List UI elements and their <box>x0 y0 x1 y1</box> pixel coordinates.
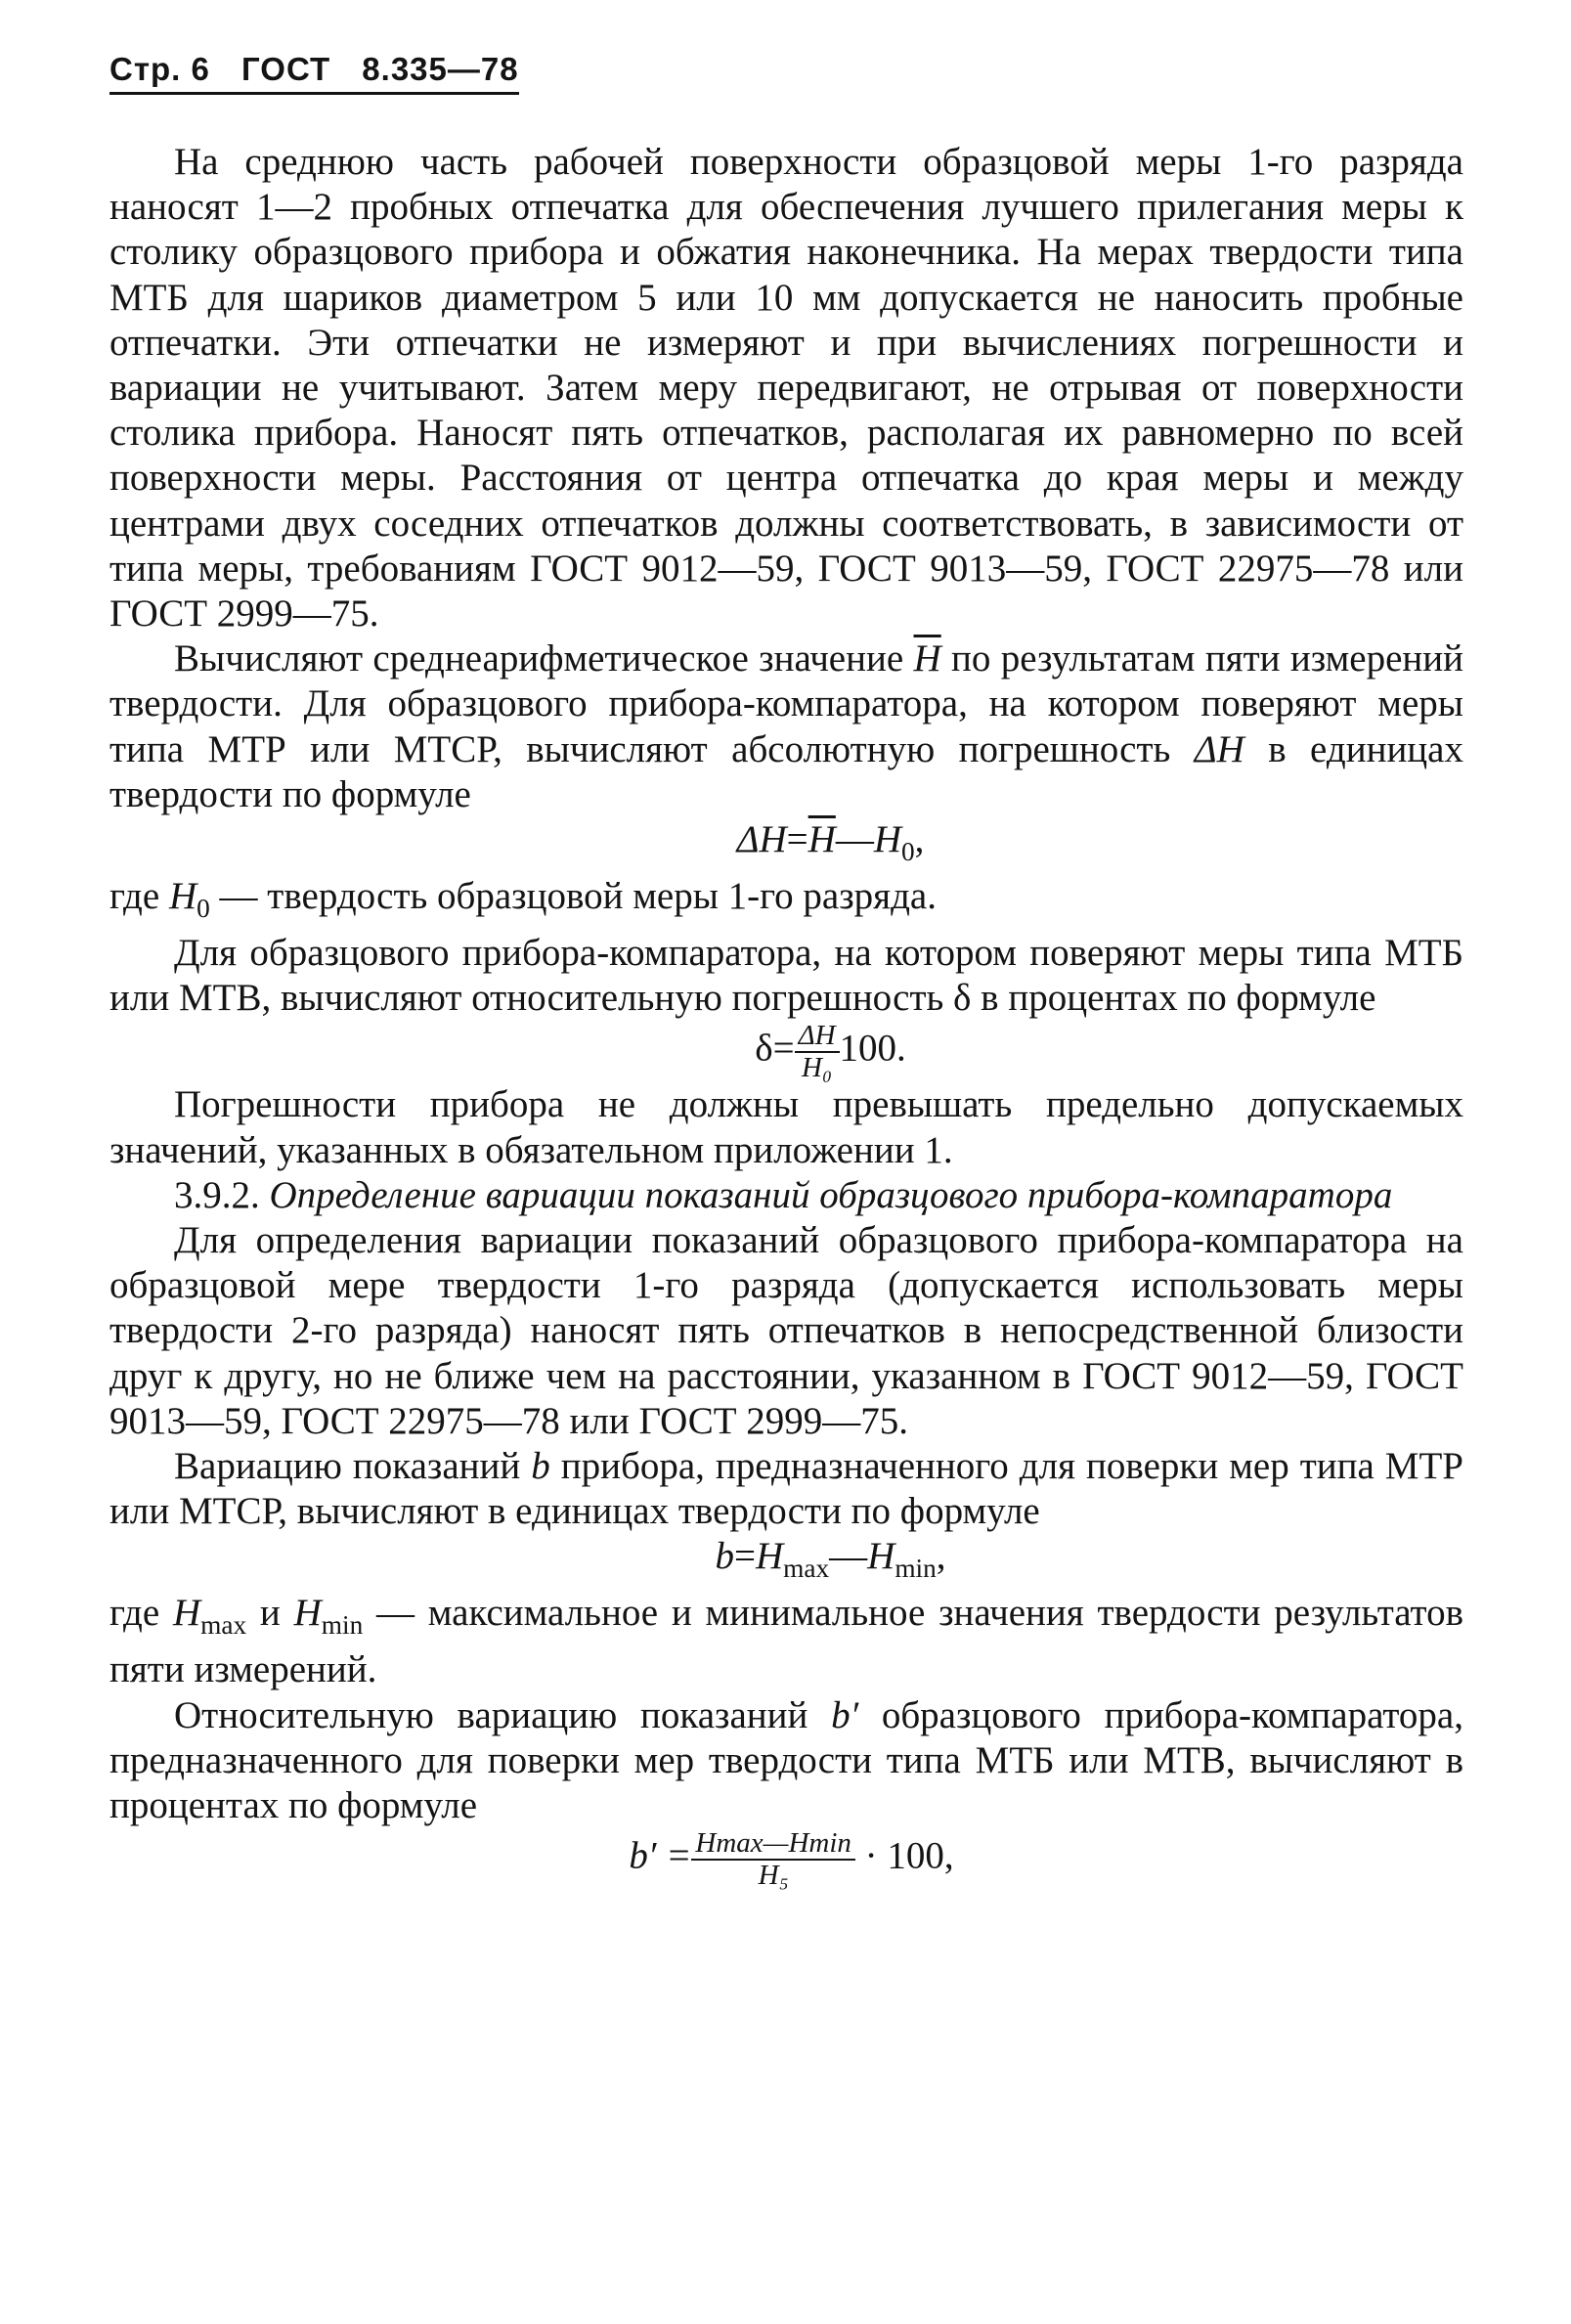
where-hmax-hmin: где $H_{max}$ и $H_{min}$ — максимальное и минимальное значения твердости результатов пяти измерений. <box>109 1592 1463 1691</box>
paragraph-2: Вычисляют среднеарифметическое значение $\overline{H}$ по результатам пяти измерений твердости. Для образцового прибора-компаратора, на котором поверяют меры типа МТР или МТСР, вычисляют абсолютную погрешность ΔH в единицах твердости по формуле <box>109 637 1464 815</box>
formula-absolute-error: $\Delta H=\overline{H}—H_0$, <box>736 818 925 866</box>
gost-label: ГОСТ <box>241 51 331 87</box>
document-body <box>109 140 1463 1890</box>
paragraph-7: Относительную вариацию показаний b′ образцового прибора-компаратора, предназначенного для поверки мер твердости типа МТБ или МТВ, вычисляют в процентах по формуле <box>109 1693 1463 1826</box>
delta-h-symbol: ΔH <box>1194 727 1244 770</box>
where-h0: где $H_0$ — твердость образцовой меры 1-го разряда. <box>109 875 937 923</box>
paragraph-6: Вариацию показаний b прибора, предназначенного для поверки мер типа МТР или МТСР, вычисляют в единицах твердости по формуле <box>109 1444 1463 1533</box>
formula-relative-error: δ= $\frac{\Delta H}{\text{H₀}}$ 100. <box>755 1020 906 1083</box>
page-header <box>109 51 519 95</box>
fraction: $\frac{\Delta H}{\text{H₀}}$ <box>795 1021 840 1082</box>
paragraph-5: Для определения вариации показаний образцового прибора-компаратора на образцовой мере твердости 1-го разряда (допускается использовать меры твердости 2-го разряда) наносят пять отпечатков в непосредственной близости друг к другу, но не ближе чем на расстоянии, указанном в ГОСТ 9012—59, ГОСТ 9013—59, ГОСТ 22975—78 или ГОСТ 2999—75. <box>109 1218 1463 1442</box>
page-number: Стр. 6 <box>109 51 210 87</box>
paragraph-1: На среднюю часть рабочей поверхности образцовой меры 1-го разряда наносят 1—2 пробных отпечатка для обеспечения лучшего прилегания меры к столику образцового прибора и обжатия наконечника. На мерах твердости типа МТБ для шариков диаметром 5 или 10 мм допускается не наносить пробные отпечатки. Эти отпечатки не измеряют и при вычислениях погрешности и вариации не учитывают. Затем меру передвигают, не отрывая от поверхности столика прибора. Наносят пять отпечатков, располагая их равномерно по всей поверхности меры. Расстояния от центра отпечатка до края меры и между центрами двух соседних отпечатков должны соответствовать, в зависимости от типа меры, требованиям ГОСТ 9012—59, ГОСТ 9013—59, ГОСТ 22975—78 или ГОСТ 2999—75. <box>109 141 1463 636</box>
paragraph-4: Погрешности прибора не должны превышать предельно допускаемых значений, указанных в обязательном приложении 1. <box>109 1083 1463 1171</box>
h-mean-symbol: $\overline{H}$ <box>913 637 941 680</box>
gost-number: 8.335—78 <box>362 51 519 87</box>
section-3-9-2-heading: 3.9.2. Определение вариации показаний образцового прибора-компаратора <box>174 1173 1393 1216</box>
paragraph-3: Для образцового прибора-компаратора, на котором поверяют меры типа МТБ или МТВ, вычисляют относительную погрешность δ в процентах по формуле <box>109 932 1463 1020</box>
formula-variation: $b=H_{max}—H_{min}$, <box>715 1535 946 1584</box>
fraction: $\frac{Hmax—Hmin}{\text{H₅}}$ <box>691 1828 855 1890</box>
formula-relative-variation: b′ = $\frac{Hmax—Hmin}{\text{H₅}}$ · 100, <box>629 1827 954 1891</box>
